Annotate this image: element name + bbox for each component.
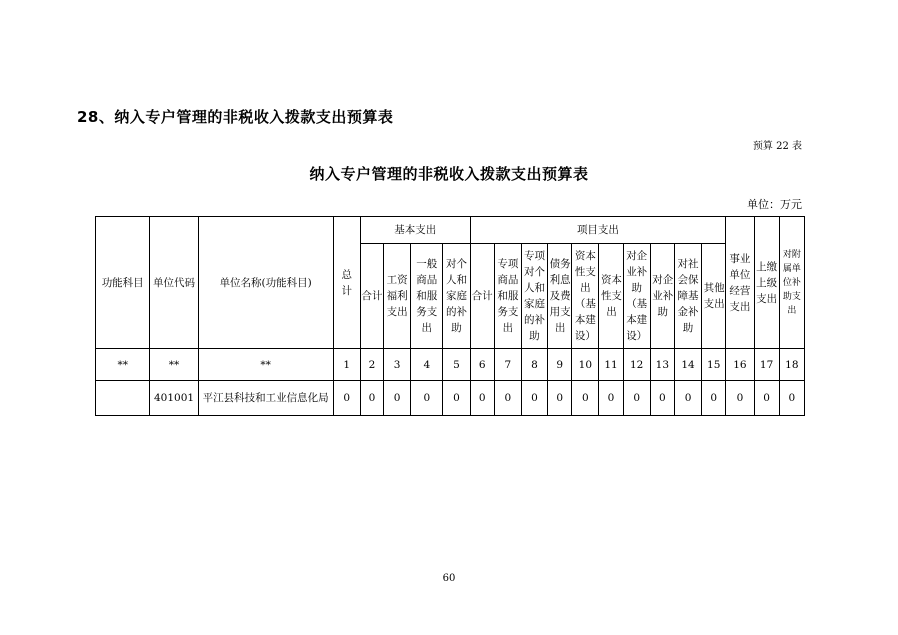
number-cell: 2 xyxy=(360,349,383,381)
header-basic-total: 合计 xyxy=(360,244,383,349)
number-cell: 4 xyxy=(411,349,443,381)
number-cell: ** xyxy=(198,349,333,381)
header-basic-group: 基本支出 xyxy=(360,217,470,244)
cell-value: 0 xyxy=(623,381,650,416)
number-cell: 3 xyxy=(383,349,410,381)
header-project-personal: 专项对个人和家庭的补助 xyxy=(521,244,547,349)
header-project-debt: 债务利息及费用支出 xyxy=(548,244,572,349)
column-number-row xyxy=(96,349,805,381)
cell-value: 0 xyxy=(754,381,779,416)
cell-value: 0 xyxy=(360,381,383,416)
header-func-subject: 功能科目 xyxy=(96,217,150,349)
number-cell: 1 xyxy=(333,349,360,381)
number-cell: 18 xyxy=(779,349,804,381)
number-cell: 11 xyxy=(599,349,623,381)
budget-table xyxy=(95,216,805,416)
header-project-group: 项目支出 xyxy=(470,217,726,244)
header-business: 事业单位经营支出 xyxy=(726,217,754,349)
number-cell: ** xyxy=(96,349,150,381)
cell-value: 0 xyxy=(383,381,410,416)
cell-value: 0 xyxy=(674,381,701,416)
unit-label: 单位：万元 xyxy=(747,198,802,211)
page-number: 60 xyxy=(442,573,456,584)
cell-value: 0 xyxy=(411,381,443,416)
header-project-social-security: 对社会保障基金补助 xyxy=(674,244,701,349)
cell-value: 0 xyxy=(470,381,494,416)
cell-value: 0 xyxy=(494,381,521,416)
header-basic-goods: 一般商品和服务支出 xyxy=(411,244,443,349)
number-cell: 17 xyxy=(754,349,779,381)
cell-unit-code: 401001 xyxy=(150,381,198,416)
cell-value: 0 xyxy=(572,381,599,416)
cell-value: 0 xyxy=(548,381,572,416)
header-project-other: 其他支出 xyxy=(702,244,726,349)
number-cell: 9 xyxy=(548,349,572,381)
header-project-capital: 资本性支出 xyxy=(599,244,623,349)
number-cell: 14 xyxy=(674,349,701,381)
number-cell: ** xyxy=(150,349,198,381)
number-cell: 16 xyxy=(726,349,754,381)
cell-value: 0 xyxy=(599,381,623,416)
number-cell: 10 xyxy=(572,349,599,381)
header-total: 总计 xyxy=(333,217,360,349)
cell-value: 0 xyxy=(333,381,360,416)
number-cell: 13 xyxy=(650,349,674,381)
table-number: 预算 22 表 xyxy=(752,141,802,152)
number-cell: 12 xyxy=(623,349,650,381)
number-cell: 15 xyxy=(702,349,726,381)
header-subsidiary: 对附属单位补助支出 xyxy=(779,217,804,349)
cell-value: 0 xyxy=(443,381,470,416)
header-project-capital-construction: 资本性支出（基本建设） xyxy=(572,244,599,349)
cell-value: 0 xyxy=(702,381,726,416)
number-cell: 8 xyxy=(521,349,547,381)
number-cell: 5 xyxy=(443,349,470,381)
header-basic-personal: 对个人和家庭的补助 xyxy=(443,244,470,349)
header-upper: 上缴上级支出 xyxy=(754,217,779,349)
cell-value: 0 xyxy=(726,381,754,416)
section-title: 28、纳入专户管理的非税收入拨款支出预算表 xyxy=(77,108,394,126)
header-unit-name: 单位名称(功能科目) xyxy=(198,217,333,349)
cell-value: 0 xyxy=(650,381,674,416)
cell-value: 0 xyxy=(779,381,804,416)
header-project-total: 合计 xyxy=(470,244,494,349)
header-basic-salary: 工资福利支出 xyxy=(383,244,410,349)
cell-func-subject xyxy=(96,381,150,416)
number-cell: 6 xyxy=(470,349,494,381)
cell-unit-name: 平江县科技和工业信息化局 xyxy=(198,381,333,416)
header-project-enterprise: 对企业补助 xyxy=(650,244,674,349)
header-project-goods: 专项商品和服务支出 xyxy=(494,244,521,349)
document-title: 纳入专户管理的非税收入拨款支出预算表 xyxy=(309,165,589,183)
number-cell: 7 xyxy=(494,349,521,381)
header-unit-code: 单位代码 xyxy=(150,217,198,349)
table-row xyxy=(96,381,805,416)
cell-value: 0 xyxy=(521,381,547,416)
header-project-enterprise-construction: 对企业补助（基本建设） xyxy=(623,244,650,349)
